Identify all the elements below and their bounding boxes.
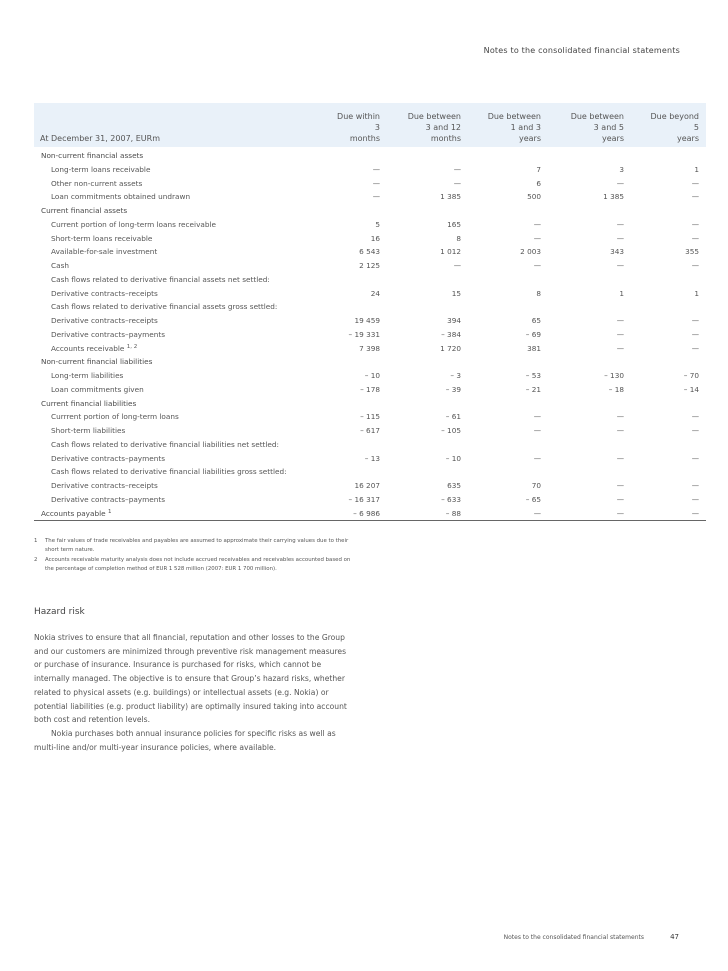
cell-value: — bbox=[616, 316, 624, 325]
cell-value: – 16 317 bbox=[348, 494, 380, 504]
row-label-text: Derivative contracts–receipts bbox=[51, 288, 158, 298]
cell-value bbox=[548, 465, 631, 479]
cell-value: — bbox=[691, 412, 699, 422]
table-row bbox=[34, 163, 706, 177]
cell-value: – 53 bbox=[525, 371, 541, 380]
row-label bbox=[34, 397, 287, 411]
row-label-text: Current portion of long-term loans receivable bbox=[51, 219, 217, 229]
row-label-text: Accounts payable bbox=[41, 508, 106, 518]
cell-value bbox=[468, 273, 548, 287]
row-label-text: Long-term loans receivable bbox=[51, 164, 151, 174]
cell-value: — bbox=[616, 481, 624, 490]
row-label-text: Currrent portion of long-term loans bbox=[51, 412, 179, 422]
cell-value bbox=[548, 300, 631, 314]
cell-value: — bbox=[631, 507, 706, 521]
cell-value bbox=[287, 438, 387, 452]
cell-value: – 14 bbox=[683, 384, 699, 394]
table-row bbox=[34, 177, 706, 191]
cell-value: 5 bbox=[375, 219, 380, 229]
row-label-text: Cash flows related to derivative financial liabilities gross settled: bbox=[51, 467, 287, 477]
footnotes bbox=[34, 537, 354, 575]
table-row bbox=[34, 218, 706, 232]
column-header-1-to-3-years: Due between 1 and 3 years bbox=[487, 112, 541, 143]
row-label bbox=[34, 342, 287, 356]
cell-value: — bbox=[616, 426, 624, 435]
cell-value bbox=[631, 147, 706, 163]
row-label bbox=[34, 177, 287, 191]
table-row bbox=[34, 328, 706, 342]
row-label bbox=[34, 410, 287, 424]
row-label bbox=[34, 259, 287, 273]
cell-value bbox=[468, 204, 548, 218]
cell-value: 1 720 bbox=[440, 343, 461, 353]
row-label bbox=[34, 479, 287, 493]
cell-value: 8 bbox=[456, 233, 461, 243]
cell-value bbox=[548, 438, 631, 452]
cell-value bbox=[287, 355, 387, 369]
cell-value: – 19 331 bbox=[348, 329, 380, 339]
row-label bbox=[34, 190, 287, 204]
table-row bbox=[34, 452, 706, 466]
table-group-row bbox=[34, 355, 706, 369]
table-group-row bbox=[34, 147, 706, 163]
table-row bbox=[34, 424, 706, 438]
table-row bbox=[34, 493, 706, 507]
cell-value bbox=[548, 273, 631, 287]
cell-value: – 115 bbox=[360, 412, 380, 422]
row-label bbox=[34, 245, 287, 259]
row-label-text: Derivative contracts–receipts bbox=[51, 316, 158, 325]
cell-value bbox=[631, 438, 706, 452]
row-label-text: Derivative contracts–payments bbox=[51, 329, 166, 339]
cell-value: – 65 bbox=[525, 494, 541, 504]
cell-value: — bbox=[616, 453, 624, 463]
row-label-text: Long-term liabilities bbox=[51, 371, 124, 380]
column-header-3-to-5-years: Due between 3 and 5 years bbox=[570, 112, 624, 143]
cell-value: — bbox=[372, 164, 380, 174]
cell-value: – 69 bbox=[525, 329, 541, 339]
cell-value: 1 bbox=[619, 288, 624, 298]
cell-value bbox=[387, 438, 468, 452]
footnote-number: 1 bbox=[34, 538, 38, 544]
cell-value bbox=[548, 204, 631, 218]
cell-value: – 21 bbox=[525, 384, 541, 394]
cell-value bbox=[631, 397, 706, 411]
cell-value bbox=[387, 355, 468, 369]
cell-value: 500 bbox=[527, 192, 541, 202]
cell-value: — bbox=[691, 192, 699, 202]
row-label-text: Cash flows related to derivative financial liabilities net settled: bbox=[51, 439, 280, 449]
cell-value bbox=[631, 204, 706, 218]
table-row bbox=[34, 245, 706, 259]
page-number: 47 bbox=[670, 933, 679, 941]
cell-value: — bbox=[453, 178, 461, 188]
cell-value: 1 012 bbox=[440, 247, 461, 257]
cell-value: — bbox=[691, 261, 699, 270]
table-row bbox=[34, 232, 706, 246]
cell-value bbox=[631, 465, 706, 479]
cell-value: 394 bbox=[447, 316, 461, 325]
table-header-row bbox=[34, 103, 706, 147]
cell-value bbox=[387, 300, 468, 314]
cell-value: 343 bbox=[610, 247, 624, 257]
cell-value: — bbox=[616, 494, 624, 504]
cell-value: — bbox=[616, 219, 624, 229]
cell-value: – 6 986 bbox=[287, 507, 387, 521]
row-label bbox=[34, 328, 287, 342]
cell-value: — bbox=[616, 329, 624, 339]
cell-value bbox=[468, 465, 548, 479]
cell-value bbox=[548, 147, 631, 163]
cell-value bbox=[287, 204, 387, 218]
row-label-text: Loan commitments obtained undrawn bbox=[51, 192, 191, 202]
table-row bbox=[34, 369, 706, 383]
table-row bbox=[34, 273, 706, 287]
cell-value: — bbox=[372, 192, 380, 202]
table-row bbox=[34, 465, 706, 479]
cell-value bbox=[468, 438, 548, 452]
row-label-text: Current financial liabilities bbox=[41, 398, 137, 408]
cell-value: – 13 bbox=[364, 453, 380, 463]
cell-value: — bbox=[691, 178, 699, 188]
cell-value: — bbox=[691, 343, 699, 353]
cell-value bbox=[387, 397, 468, 411]
table-row bbox=[34, 287, 706, 301]
cell-value: – 70 bbox=[683, 371, 699, 380]
cell-value bbox=[387, 204, 468, 218]
row-label bbox=[34, 424, 287, 438]
cell-value bbox=[548, 397, 631, 411]
cell-value: — bbox=[533, 426, 541, 435]
row-label bbox=[34, 452, 287, 466]
table-row bbox=[34, 410, 706, 424]
cell-value bbox=[387, 147, 468, 163]
footnote bbox=[34, 537, 354, 554]
cell-value: 2 125 bbox=[359, 261, 380, 270]
cell-value: — bbox=[691, 481, 699, 490]
cell-value: 6 bbox=[536, 178, 541, 188]
cell-value: – 3 bbox=[450, 371, 461, 380]
cell-value: — bbox=[616, 343, 624, 353]
cell-value: – 633 bbox=[441, 494, 461, 504]
cell-value: 16 bbox=[370, 233, 380, 243]
section-body bbox=[34, 631, 354, 754]
cell-value: — bbox=[453, 164, 461, 174]
cell-value: 15 bbox=[451, 288, 461, 298]
cell-value: — bbox=[616, 233, 624, 243]
column-header-3-to-12-months: Due between 3 and 12 months bbox=[407, 112, 461, 143]
cell-value: – 61 bbox=[445, 412, 461, 422]
row-label bbox=[34, 204, 287, 218]
table-row bbox=[34, 314, 706, 328]
table-row bbox=[34, 383, 706, 397]
cell-value: – 178 bbox=[360, 384, 380, 394]
cell-value bbox=[631, 273, 706, 287]
cell-value: 16 207 bbox=[354, 481, 380, 490]
cell-value bbox=[387, 465, 468, 479]
cell-value bbox=[631, 300, 706, 314]
row-label bbox=[34, 438, 287, 452]
cell-value: 2 003 bbox=[520, 247, 541, 257]
cell-value: — bbox=[691, 219, 699, 229]
cell-value: — bbox=[691, 316, 699, 325]
cell-value: – 18 bbox=[608, 384, 624, 394]
cell-value: 8 bbox=[536, 288, 541, 298]
cell-value bbox=[287, 397, 387, 411]
cell-value: – 88 bbox=[387, 507, 468, 521]
row-label-text: Non-current financial liabilities bbox=[41, 357, 153, 367]
cell-value: 24 bbox=[370, 288, 380, 298]
table-row bbox=[34, 259, 706, 273]
table-body bbox=[34, 147, 706, 521]
cell-value: — bbox=[372, 178, 380, 188]
cell-value: 165 bbox=[447, 219, 461, 229]
cell-value bbox=[548, 355, 631, 369]
row-label-text: Available-for-sale investment bbox=[51, 247, 158, 257]
cell-value: 355 bbox=[685, 247, 699, 257]
cell-value: 70 bbox=[531, 481, 541, 490]
row-label-text: Cash flows related to derivative financial assets gross settled: bbox=[51, 302, 278, 312]
column-header-beyond-5-years: Due beyond 5 years bbox=[650, 112, 699, 143]
cell-value bbox=[287, 300, 387, 314]
cell-value: 1 bbox=[694, 164, 699, 174]
row-label bbox=[34, 355, 287, 369]
cell-value: 7 398 bbox=[359, 343, 380, 353]
cell-value: 381 bbox=[527, 343, 541, 353]
table-group-row bbox=[34, 204, 706, 218]
cell-value bbox=[287, 147, 387, 163]
cell-value: — bbox=[616, 412, 624, 422]
maturity-table bbox=[34, 103, 699, 521]
cell-value: 6 543 bbox=[359, 247, 380, 257]
cell-value: — bbox=[691, 329, 699, 339]
cell-value: – 39 bbox=[445, 384, 461, 394]
cell-value: – 384 bbox=[441, 329, 461, 339]
row-label bbox=[34, 287, 287, 301]
footnote-text: Accounts receivable maturity analysis does not include accrued receivables and receivables accounted based on the percentage of completion method of EUR 1 528 million (2007: EUR 1 700 million). bbox=[45, 557, 351, 572]
cell-value: – 105 bbox=[441, 426, 461, 435]
table-header-label: At December 31, 2007, EURm bbox=[40, 134, 161, 143]
cell-value: — bbox=[453, 261, 461, 270]
row-label bbox=[34, 218, 287, 232]
row-label-text: Derivative contracts–payments bbox=[51, 453, 166, 463]
cell-value: — bbox=[691, 233, 699, 243]
row-label bbox=[34, 300, 287, 314]
row-label bbox=[34, 493, 287, 507]
row-label bbox=[34, 507, 287, 521]
section-title: Hazard risk bbox=[34, 607, 85, 617]
paragraph: Nokia strives to ensure that all financial, reputation and other losses to the Group and our customers are minimized through preventive risk management measures or purchase of insurance. Insurance is purchased for risks, which cannot be internally managed. The objective is to ensure that Group’s hazard risks, whether related to physical assets (e.g. buildings) or intellectual assets (e.g. Nokia) or potential liabilities (e.g. product liability) are optimally insured taking into account both cost and retention levels. bbox=[34, 633, 347, 725]
cell-value: — bbox=[691, 453, 699, 463]
cell-value: — bbox=[533, 219, 541, 229]
row-label bbox=[34, 273, 287, 287]
cell-value: — bbox=[691, 426, 699, 435]
cell-value: – 130 bbox=[604, 371, 624, 380]
cell-value: 635 bbox=[447, 481, 461, 490]
cell-value bbox=[287, 465, 387, 479]
cell-value: – 10 bbox=[364, 371, 380, 380]
cell-value: 7 bbox=[536, 164, 541, 174]
row-label-text: Short-term liabilities bbox=[51, 426, 126, 435]
cell-value: — bbox=[533, 453, 541, 463]
table-group-row bbox=[34, 397, 706, 411]
cell-value: — bbox=[616, 261, 624, 270]
table-row bbox=[34, 479, 706, 493]
cell-value bbox=[631, 355, 706, 369]
cell-value: — bbox=[533, 412, 541, 422]
table-row bbox=[34, 342, 706, 356]
cell-value bbox=[387, 273, 468, 287]
table-row bbox=[34, 300, 706, 314]
row-label bbox=[34, 147, 287, 163]
row-label-text: Derivative contracts–payments bbox=[51, 494, 166, 504]
table-group-row bbox=[34, 507, 706, 521]
row-label bbox=[34, 383, 287, 397]
cell-value: — bbox=[533, 261, 541, 270]
row-label bbox=[34, 465, 287, 479]
column-header-due-within-3-months: Due within 3 months bbox=[337, 112, 380, 143]
cell-value: — bbox=[691, 494, 699, 504]
row-label-text: Derivative contracts–receipts bbox=[51, 481, 158, 490]
cell-value: – 617 bbox=[360, 426, 380, 435]
cell-value: 65 bbox=[531, 316, 541, 325]
paragraph: Nokia purchases both annual insurance policies for specific risks as well as multi-line and/or multi-year insurance policies, where available. bbox=[34, 728, 336, 752]
footnote-number: 2 bbox=[34, 557, 38, 564]
footnote-text: The fair values of trade receivables and payables are assumed to approximate their carrying values due to their short term nature. bbox=[45, 538, 349, 553]
cell-value: — bbox=[533, 233, 541, 243]
cell-value: – 10 bbox=[445, 453, 461, 463]
table-row bbox=[34, 438, 706, 452]
running-header: Notes to the consolidated financial statements bbox=[483, 46, 680, 55]
cell-value bbox=[468, 355, 548, 369]
row-label bbox=[34, 163, 287, 177]
row-label-text: Cash bbox=[51, 261, 69, 270]
footnote bbox=[34, 556, 354, 573]
row-label-text: Non-current financial assets bbox=[41, 151, 144, 160]
footnote-ref: 1, 2 bbox=[126, 343, 138, 350]
cell-value: 1 385 bbox=[440, 192, 461, 202]
row-label-text: Current financial assets bbox=[41, 206, 128, 215]
row-label-text: Other non-current assets bbox=[51, 178, 143, 188]
cell-value: 1 385 bbox=[603, 192, 624, 202]
row-label bbox=[34, 314, 287, 328]
cell-value: — bbox=[548, 507, 631, 521]
row-label-text: Short-term loans receivable bbox=[51, 233, 153, 243]
cell-value: — bbox=[616, 178, 624, 188]
row-label-text: Accounts receivable bbox=[51, 343, 125, 353]
footer-label: Notes to the consolidated financial statements bbox=[503, 934, 644, 941]
row-label bbox=[34, 232, 287, 246]
table-row bbox=[34, 190, 706, 204]
cell-value bbox=[468, 147, 548, 163]
row-label-text: Loan commitments given bbox=[51, 384, 144, 394]
row-label-text: Cash flows related to derivative financial assets net settled: bbox=[51, 274, 270, 284]
cell-value: 19 459 bbox=[354, 316, 380, 325]
cell-value bbox=[468, 300, 548, 314]
cell-value bbox=[287, 273, 387, 287]
footnote-ref: 1 bbox=[107, 508, 112, 515]
cell-value: — bbox=[468, 507, 548, 521]
cell-value: 1 bbox=[694, 288, 699, 298]
cell-value: 3 bbox=[619, 164, 624, 174]
cell-value bbox=[468, 397, 548, 411]
row-label bbox=[34, 369, 287, 383]
